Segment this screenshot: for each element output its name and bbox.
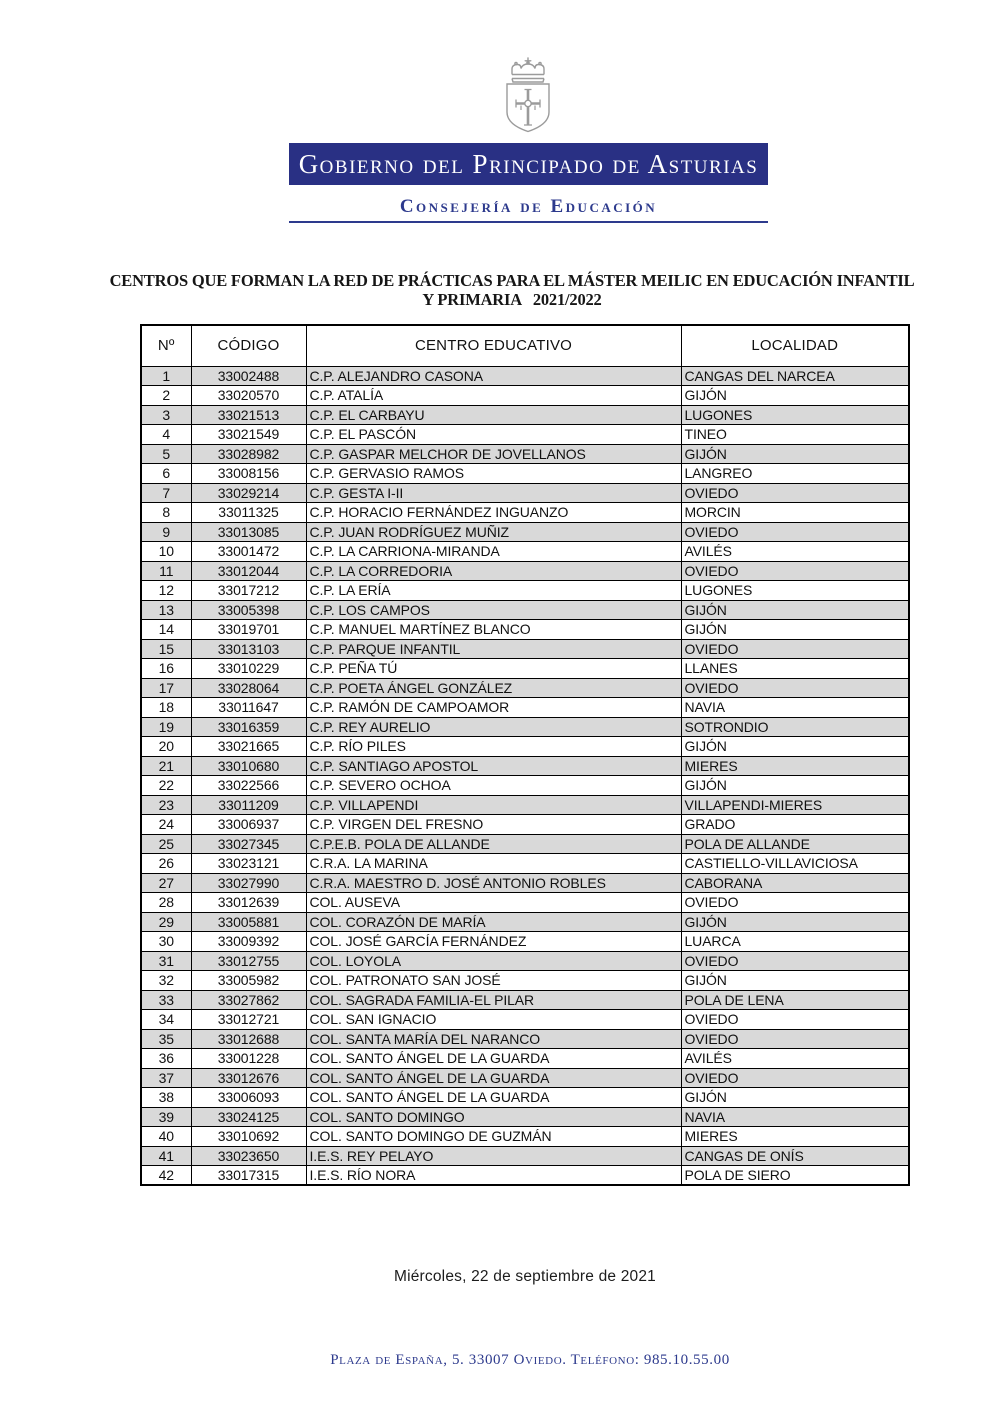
cell-num: 17 — [141, 678, 191, 698]
table-row — [141, 503, 909, 523]
table-header — [141, 325, 909, 366]
cell-codigo: 33011647 — [191, 698, 306, 718]
table-row — [141, 600, 909, 620]
cell-localidad: OVIEDO — [681, 522, 909, 542]
table-row — [141, 990, 909, 1010]
cell-centro: C.P. LOS CAMPOS — [306, 600, 681, 620]
cell-codigo: 33020570 — [191, 386, 306, 406]
table-row — [141, 464, 909, 484]
cell-localidad: OVIEDO — [681, 951, 909, 971]
cell-num: 38 — [141, 1088, 191, 1108]
cell-num: 8 — [141, 503, 191, 523]
cell-codigo: 33001228 — [191, 1049, 306, 1069]
cell-localidad: CANGAS DEL NARCEA — [681, 366, 909, 386]
cell-localidad: GIJÓN — [681, 776, 909, 796]
cell-codigo: 33010692 — [191, 1127, 306, 1147]
cell-localidad: NAVIA — [681, 1107, 909, 1127]
cell-num: 24 — [141, 815, 191, 835]
cell-codigo: 33011325 — [191, 503, 306, 523]
cell-localidad: GIJÓN — [681, 971, 909, 991]
cell-centro: C.P. POETA ÁNGEL GONZÁLEZ — [306, 678, 681, 698]
cell-localidad: LUGONES — [681, 581, 909, 601]
table-row — [141, 698, 909, 718]
cell-localidad: SOTRONDIO — [681, 717, 909, 737]
cell-num: 22 — [141, 776, 191, 796]
cell-centro: COL. SANTO DOMINGO DE GUZMÁN — [306, 1127, 681, 1147]
table-row — [141, 561, 909, 581]
cell-codigo: 33010680 — [191, 756, 306, 776]
table-row — [141, 971, 909, 991]
cell-centro: COL. CORAZÓN DE MARÍA — [306, 912, 681, 932]
cell-num: 11 — [141, 561, 191, 581]
government-name: Gobierno del Principado de Asturias — [298, 148, 759, 179]
table-row — [141, 776, 909, 796]
cell-localidad: GRADO — [681, 815, 909, 835]
cell-localidad: CASTIELLO-VILLAVICIOSA — [681, 854, 909, 874]
cell-centro: C.P. RÍO PILES — [306, 737, 681, 757]
cell-localidad: OVIEDO — [681, 561, 909, 581]
cell-localidad: LUGONES — [681, 405, 909, 425]
cell-centro: C.P. HORACIO FERNÁNDEZ INGUANZO — [306, 503, 681, 523]
cell-codigo: 33027990 — [191, 873, 306, 893]
table-row — [141, 444, 909, 464]
cell-codigo: 33023650 — [191, 1146, 306, 1166]
cell-num: 6 — [141, 464, 191, 484]
cell-localidad: OVIEDO — [681, 483, 909, 503]
table-row — [141, 717, 909, 737]
cell-centro: C.P. GASPAR MELCHOR DE JOVELLANOS — [306, 444, 681, 464]
cell-centro: C.P. LA CARRIONA-MIRANDA — [306, 542, 681, 562]
cell-codigo: 33006093 — [191, 1088, 306, 1108]
table-row — [141, 581, 909, 601]
cell-localidad: CANGAS DE ONÍS — [681, 1146, 909, 1166]
government-banner — [289, 143, 768, 185]
table-row — [141, 795, 909, 815]
cell-localidad: LLANES — [681, 659, 909, 679]
cell-localidad: OVIEDO — [681, 893, 909, 913]
cell-codigo: 33012755 — [191, 951, 306, 971]
cell-codigo: 33028064 — [191, 678, 306, 698]
cell-num: 16 — [141, 659, 191, 679]
table-row — [141, 425, 909, 445]
cell-centro: C.R.A. MAESTRO D. JOSÉ ANTONIO ROBLES — [306, 873, 681, 893]
table-row — [141, 366, 909, 386]
department-name: Consejería de Educación — [399, 196, 658, 217]
cell-localidad: TINEO — [681, 425, 909, 445]
cell-centro: I.E.S. RÍO NORA — [306, 1166, 681, 1186]
cell-centro: COL. SANTO DOMINGO — [306, 1107, 681, 1127]
cell-num: 32 — [141, 971, 191, 991]
cell-codigo: 33021513 — [191, 405, 306, 425]
cell-localidad: MIERES — [681, 756, 909, 776]
cell-localidad: GIJÓN — [681, 386, 909, 406]
cell-localidad: OVIEDO — [681, 1010, 909, 1030]
header-divider — [289, 221, 768, 223]
cell-centro: C.P. EL CARBAYU — [306, 405, 681, 425]
cell-centro: COL. SANTO ÁNGEL DE LA GUARDA — [306, 1088, 681, 1108]
cell-centro: COL. SAN IGNACIO — [306, 1010, 681, 1030]
cell-centro: COL. LOYOLA — [306, 951, 681, 971]
header-row — [141, 325, 909, 366]
cell-num: 14 — [141, 620, 191, 640]
table-row — [141, 1107, 909, 1127]
cell-centro: C.P. JUAN RODRÍGUEZ MUÑIZ — [306, 522, 681, 542]
table-row — [141, 873, 909, 893]
cell-num: 13 — [141, 600, 191, 620]
cell-centro: C.P. GESTA I-II — [306, 483, 681, 503]
table-row — [141, 1146, 909, 1166]
cell-localidad: LUARCA — [681, 932, 909, 952]
cell-codigo: 33022566 — [191, 776, 306, 796]
table-row — [141, 1010, 909, 1030]
cell-localidad: POLA DE ALLANDE — [681, 834, 909, 854]
table-row — [141, 893, 909, 913]
cell-localidad: GIJÓN — [681, 912, 909, 932]
document-title-line2: Y PRIMARIA 2021/2022 — [422, 290, 602, 309]
cell-codigo: 33012721 — [191, 1010, 306, 1030]
cell-codigo: 33002488 — [191, 366, 306, 386]
cell-num: 36 — [141, 1049, 191, 1069]
cell-centro: C.P. GERVASIO RAMOS — [306, 464, 681, 484]
cell-localidad: LANGREO — [681, 464, 909, 484]
cell-localidad: POLA DE LENA — [681, 990, 909, 1010]
cell-localidad: OVIEDO — [681, 1029, 909, 1049]
table-row — [141, 951, 909, 971]
table-row — [141, 912, 909, 932]
cell-centro: C.R.A. LA MARINA — [306, 854, 681, 874]
cell-centro: C.P. EL PASCÓN — [306, 425, 681, 445]
cell-centro: C.P. VILLAPENDI — [306, 795, 681, 815]
table-row — [141, 834, 909, 854]
cell-codigo: 33024125 — [191, 1107, 306, 1127]
cell-localidad: CABORANA — [681, 873, 909, 893]
cell-codigo: 33005982 — [191, 971, 306, 991]
table-row — [141, 854, 909, 874]
cell-localidad: OVIEDO — [681, 639, 909, 659]
cell-localidad: POLA DE SIERO — [681, 1166, 909, 1186]
cell-num: 20 — [141, 737, 191, 757]
cell-localidad: GIJÓN — [681, 600, 909, 620]
print-date: Miércoles, 22 de septiembre de 2021 — [393, 1268, 657, 1285]
cell-localidad: VILLAPENDI-MIERES — [681, 795, 909, 815]
cell-localidad: MORCIN — [681, 503, 909, 523]
cell-localidad: OVIEDO — [681, 1068, 909, 1088]
cell-codigo: 33012688 — [191, 1029, 306, 1049]
cell-num: 34 — [141, 1010, 191, 1030]
cell-num: 40 — [141, 1127, 191, 1147]
cell-localidad: OVIEDO — [681, 678, 909, 698]
cell-centro: C.P. ATALÍA — [306, 386, 681, 406]
cell-num: 25 — [141, 834, 191, 854]
cell-num: 41 — [141, 1146, 191, 1166]
cell-localidad: GIJÓN — [681, 444, 909, 464]
table-row — [141, 678, 909, 698]
cell-num: 2 — [141, 386, 191, 406]
cell-num: 23 — [141, 795, 191, 815]
cell-codigo: 33016359 — [191, 717, 306, 737]
cell-localidad: GIJÓN — [681, 737, 909, 757]
cell-centro: COL. SANTO ÁNGEL DE LA GUARDA — [306, 1049, 681, 1069]
cell-num: 15 — [141, 639, 191, 659]
table-row — [141, 737, 909, 757]
cell-codigo: 33027345 — [191, 834, 306, 854]
cell-num: 39 — [141, 1107, 191, 1127]
cell-codigo: 33012639 — [191, 893, 306, 913]
cell-codigo: 33017212 — [191, 581, 306, 601]
table-row — [141, 483, 909, 503]
cell-centro: COL. SANTA MARÍA DEL NARANCO — [306, 1029, 681, 1049]
cell-centro: COL. SAGRADA FAMILIA-EL PILAR — [306, 990, 681, 1010]
cell-codigo: 33006937 — [191, 815, 306, 835]
table-row — [141, 1088, 909, 1108]
cell-num: 26 — [141, 854, 191, 874]
cell-codigo: 33013085 — [191, 522, 306, 542]
cell-codigo: 33011209 — [191, 795, 306, 815]
cell-codigo: 33010229 — [191, 659, 306, 679]
cell-centro: COL. AUSEVA — [306, 893, 681, 913]
table-row — [141, 756, 909, 776]
cell-codigo: 33027862 — [191, 990, 306, 1010]
cell-centro: C.P. SANTIAGO APOSTOL — [306, 756, 681, 776]
cell-centro: C.P. LA CORREDORIA — [306, 561, 681, 581]
table-row — [141, 815, 909, 835]
document-title — [88, 271, 936, 309]
col-header-num: Nº — [141, 325, 191, 366]
cell-centro: C.P. REY AURELIO — [306, 717, 681, 737]
table-row — [141, 659, 909, 679]
cell-centro: C.P. RAMÓN DE CAMPOAMOR — [306, 698, 681, 718]
table-row — [141, 639, 909, 659]
cell-centro: C.P. PARQUE INFANTIL — [306, 639, 681, 659]
cell-centro: C.P. ALEJANDRO CASONA — [306, 366, 681, 386]
cell-codigo: 33017315 — [191, 1166, 306, 1186]
cell-codigo: 33012044 — [191, 561, 306, 581]
cell-num: 10 — [141, 542, 191, 562]
cell-codigo: 33028982 — [191, 444, 306, 464]
table-row — [141, 1029, 909, 1049]
cell-centro: C.P.E.B. POLA DE ALLANDE — [306, 834, 681, 854]
cell-num: 28 — [141, 893, 191, 913]
cell-centro: COL. PATRONATO SAN JOSÉ — [306, 971, 681, 991]
cell-codigo: 33013103 — [191, 639, 306, 659]
cell-num: 3 — [141, 405, 191, 425]
table-row — [141, 386, 909, 406]
cell-localidad: AVILÉS — [681, 542, 909, 562]
cell-num: 7 — [141, 483, 191, 503]
table-row — [141, 542, 909, 562]
cell-num: 4 — [141, 425, 191, 445]
table-body — [141, 366, 909, 1185]
cell-centro: COL. SANTO ÁNGEL DE LA GUARDA — [306, 1068, 681, 1088]
document-title-line1: CENTROS QUE FORMAN LA RED DE PRÁCTICAS PARA EL MÁSTER MEILIC EN EDUCACIÓN INFANTIL — [109, 271, 915, 290]
cell-codigo: 33023121 — [191, 854, 306, 874]
cell-centro: C.P. LA ERÍA — [306, 581, 681, 601]
col-header-localidad: LOCALIDAD — [681, 325, 909, 366]
cell-centro: C.P. MANUEL MARTÍNEZ BLANCO — [306, 620, 681, 640]
cell-num: 9 — [141, 522, 191, 542]
cell-localidad: AVILÉS — [681, 1049, 909, 1069]
cell-num: 35 — [141, 1029, 191, 1049]
cell-codigo: 33021549 — [191, 425, 306, 445]
cell-localidad: GIJÓN — [681, 1088, 909, 1108]
cell-centro: C.P. PEÑA TÚ — [306, 659, 681, 679]
col-header-codigo: CÓDIGO — [191, 325, 306, 366]
cell-num: 29 — [141, 912, 191, 932]
cell-centro: I.E.S. REY PELAYO — [306, 1146, 681, 1166]
cell-codigo: 33012676 — [191, 1068, 306, 1088]
cell-codigo: 33019701 — [191, 620, 306, 640]
table-row — [141, 1166, 909, 1186]
cell-num: 42 — [141, 1166, 191, 1186]
cell-centro: COL. JOSÉ GARCÍA FERNÁNDEZ — [306, 932, 681, 952]
table-row — [141, 932, 909, 952]
table-row — [141, 1068, 909, 1088]
cell-centro: C.P. SEVERO OCHOA — [306, 776, 681, 796]
col-header-centro: CENTRO EDUCATIVO — [306, 325, 681, 366]
centers-table — [140, 324, 910, 1186]
cell-codigo: 33005881 — [191, 912, 306, 932]
cell-codigo: 33005398 — [191, 600, 306, 620]
cell-num: 1 — [141, 366, 191, 386]
cell-num: 31 — [141, 951, 191, 971]
cell-num: 19 — [141, 717, 191, 737]
cell-codigo: 33001472 — [191, 542, 306, 562]
table-row — [141, 405, 909, 425]
cell-centro: C.P. VIRGEN DEL FRESNO — [306, 815, 681, 835]
cell-localidad: NAVIA — [681, 698, 909, 718]
table-row — [141, 1127, 909, 1147]
cell-num: 5 — [141, 444, 191, 464]
table-row — [141, 620, 909, 640]
footer-address: Plaza de España, 5. 33007 Oviedo. Teléfono: 985.10.55.00 — [330, 1352, 730, 1368]
cell-num: 21 — [141, 756, 191, 776]
cell-num: 18 — [141, 698, 191, 718]
asturias-crest-icon — [494, 56, 562, 136]
table-row — [141, 522, 909, 542]
cell-num: 27 — [141, 873, 191, 893]
cell-num: 30 — [141, 932, 191, 952]
cell-localidad: GIJÓN — [681, 620, 909, 640]
cell-num: 37 — [141, 1068, 191, 1088]
cell-codigo: 33009392 — [191, 932, 306, 952]
cell-codigo: 33029214 — [191, 483, 306, 503]
cell-num: 33 — [141, 990, 191, 1010]
cell-codigo: 33008156 — [191, 464, 306, 484]
cell-num: 12 — [141, 581, 191, 601]
cell-localidad: MIERES — [681, 1127, 909, 1147]
table-row — [141, 1049, 909, 1069]
cell-codigo: 33021665 — [191, 737, 306, 757]
